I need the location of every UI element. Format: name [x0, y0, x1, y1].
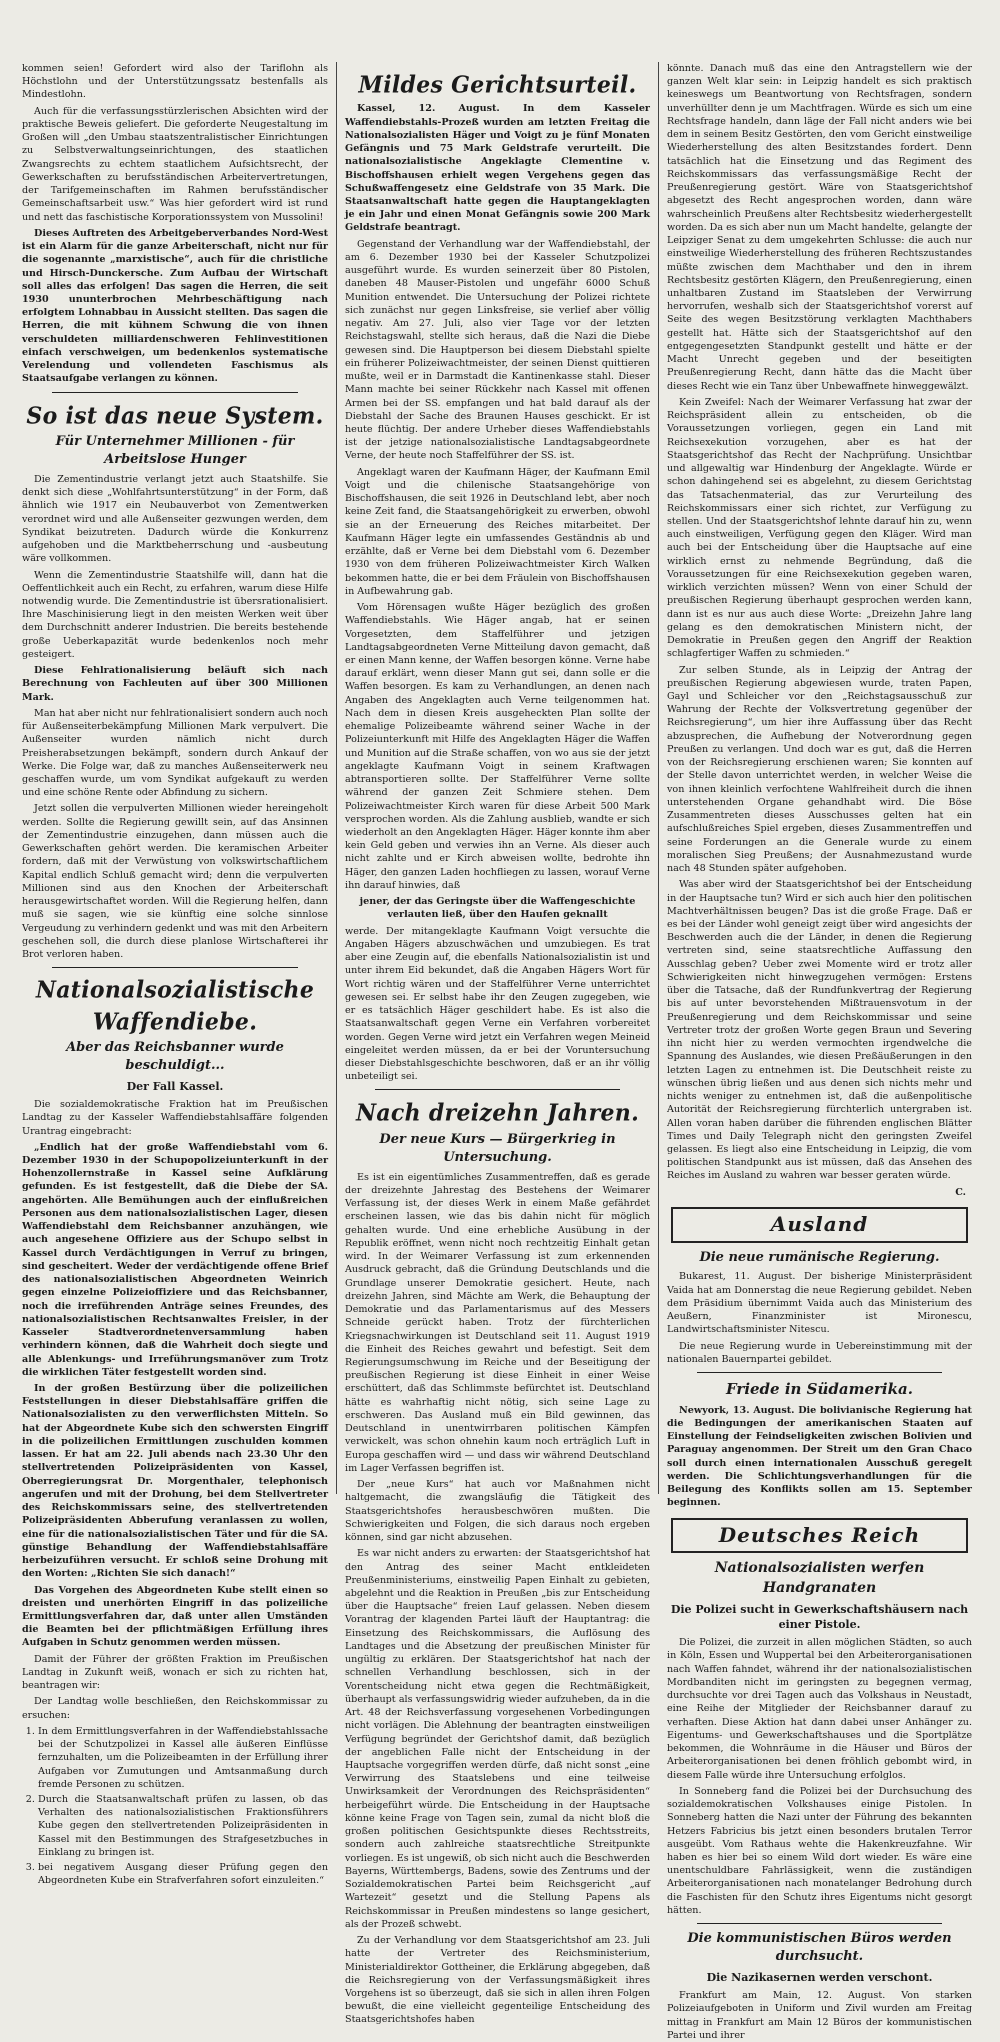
article-headline-dreizehn-jahren: Nach dreizehn Jahren.	[355, 1099, 640, 1128]
article-paragraph: Das Vorgehen des Abgeordneten Kube stellt einen so dreisten und unerhörten Eingriff in das polizeiliche Ermittlungsverfahren dar, daß unter allen Umständen die Beamten bei der pflichtmäßigen Erfüllung ihres Aufgaben in Schutz genommen werden müssen.	[22, 1584, 328, 1649]
article-subheadline-handgranaten: Die Polizei sucht in Gewerkschaftshäusern nach einer Pistole.	[670, 1602, 969, 1632]
article-paragraph: Es war nicht anders zu erwarten: der Staatsgerichtshof hat den Antrag des seiner Macht entkleideten Preußenministeriums, einstweilig Papen Einhalt zu gebieten, abgelehnt und die Reaktion in Preußen „bis zur Entscheidung über die Hauptsache“ freien Lauf gelassen. Neben diesem Vorantrag der klagenden Partei läuft der Hauptantrag: die Einsetzung des Reichskommissars, die Auflösung des Landtages und die Absetzung der preußischen Minister für ungültig zu erklären. Der Staatsgerichtshof hat nach der schnellen Verhandlung beschlossen, sich in der Vorentscheidung nicht etwa gegen die Rechtmäßigkeit, überhaupt als verfassungswidrig wieder aufzuheben, da in die Art. 48 der Reichsverfassung vorgesehenen Vorbedingungen nicht vorlägen. Die Ablehnung der beantragten einstweiligen Verfügung begründet der Gerichtshof damit, daß bezüglich der angeblichen Falle nicht der Entscheidung in der Hauptsache vorgegriffen werden dürfe, daß nicht sonst „eine Verwirrung des Staatslebens und eine teilweise Unwirksamkeit der Verordnungen des Reichspräsidenten“ herbeigeführt würde. Die Entscheidung in der Hauptsache könne keine Frage von Tagen sein, zumal da nicht bloß die großen politischen Gesichtspunkte dieses Rechtsstreits, sondern auch zahlreiche staatsrechtliche Streitpunkte vorliegen. Es ist ungewiß, ob sich nicht auch die Beschwerden Bayerns, Württembergs, Badens, sowie des Zentrums und der Sozialdemokratischen Partei beim Reichsgericht „auf Wartezeit“ gesetzt und die Stellung Papens als Reichskommissar in Preußen mindestens so lange gesichert, als der Prozeß schwebt.	[345, 1548, 650, 1930]
article-headline-handgranaten: Nationalsozialisten werfen Handgranaten	[714, 1560, 925, 1596]
motion-point: 1. In dem Ermittlungsverfahren in der Waffendiebstahlssache bei der Schutzpolizei in Kassel alle äußeren Einflüsse fernzuhalten, um die Polizeibeamten in der Erfüllung ihrer Aufgaben vor Zumutungen und Amtsanmaßung durch fremde Personen zu schützen.	[38, 1725, 328, 1791]
article-paragraph: Die neue Regierung wurde in Uebereinstimmung mit der nationalen Bauernpartei gebildet.	[667, 1340, 972, 1365]
motion-points-list	[22, 1725, 328, 1888]
article-paragraph: Vom Hörensagen wußte Häger bezüglich des großen Waffendiebstahls. Wie Häger angab, hat er seinen Vorgesetzten, dem Staffelführer und jetzigen Landtagsabgeordneten Verne Mitteilung davon gemacht, daß er einen Mann kenne, der Waffen besorgen könne. Verne habe darauf erklärt, wenn dieser Mann gut sei, dann solle er die Waffen besorgen. Es kam zu Verhandlungen, an denen nach Angaben des Angeklagten auch Verne teilgenommen hat. Nach dem in diesen Kreis ausgeheckten Plan sollte der ehemalige Polizeibeamte während seiner Wache in der Polizeiunterkunft mit Hilfe des Angeklagten Häger die Waffen und Munition auf die Straße schaffen, von wo aus sie der jetzt angeklagte Kaufmann Voigt in seinem Kraftwagen abtransportieren sollte. Der Staffelführer Verne sollte während der ganzen Zeit Schmiere stehen. Dem Polizeiwachtmeister Kirch waren für diese Arbeit 500 Mark versprochen worden. Als die Zahlung ausblieb, wandte er sich wiederholt an den Angeklagten Häger. Häger konnte ihm aber kein Geld geben und verwies ihn an Verne. Als dieser auch nicht zahlte und er Kirch abweisen wollte, bedrohte ihn Häger, den ganzen Laden hochfliegen zu lassen, worauf Verne ihn darauf hinwies, daß	[345, 602, 650, 891]
article-paragraph: Jetzt sollen die verpulverten Millionen wieder hereingeholt werden. Sollte die Regierung gewillt sein, auf das Ansinnen der Zementindustrie einzugehen, dann müssen auch die Gewerkschaften gehört werden. Die keramischen Arbeiter fordern, daß mit der Verwüstung von volkswirtschaftlichem Kapital endlich Schluß gemacht wird; denn die verpulverten Millionen sind aus den Knochen der Arbeiterschaft herausgewirtschaftet worden. Will die Regierung helfen, dann muß sie sagen, wie sie künftig eine solche sinnlose Vergeudung zu verhindern gedenkt und was mit den Arbeitern geschehen soll, die durch diese planlose Wirtschafterei ihr Brot verloren haben.	[22, 803, 328, 961]
article-headline-waffendiebe: Nationalsozialistische Waffendiebe.	[35, 976, 315, 1037]
article-paragraph: Der Landtag wolle beschließen, den Reichskommissar zu ersuchen:	[22, 1696, 328, 1721]
article-subheadline-system: Für Unternehmer Millionen - für Arbeitslose Hunger	[55, 433, 295, 467]
article-subheadline-waffendiebe: Aber das Reichsbanner wurde beschuldigt...	[66, 1040, 284, 1073]
article-paragraph: Gegenstand der Verhandlung war der Waffendiebstahl, der am 6. Dezember 1930 bei der Kasseler Schutzpolizei ausgeführt wurde. Es wurden seinerzeit über 80 Pistolen, daneben 48 Mauser-Pistolen und ungefähr 6000 Schuß Munition entwendet. Die Untersuchung der Polizei richtete sich zunächst nur gegen Linksfreise, sie verlief aber völlig negativ. Am 27. Juli, also vier Tage vor der letzten Reichstagswahl, stellte sich heraus, daß die Nazi die Diebe gewesen sind. Die Hauptperson bei diesem Diebstahl spielte ein früherer Polizeiwachtmeister, der seinen Dienst quittieren mußte, weil er in Darmstadt die Kantinenkasse stahl. Dieser Mann machte bei seiner Rückkehr nach Kassel mit offenen Armen bei der SS. empfangen und hat bald darauf als der Diebstahl der Sache des Braunen Hauses geschickt. Er ist heute flüchtig. Der andere Urheber dieses Waffendiebstahls ist der jetzige nationalsozialistische Landtagsabgeordnete Verne, der heute noch Staffelführer der SS. ist.	[345, 238, 650, 462]
article-paragraph: Damit der Führer der größten Fraktion im Preußischen Landtag in Zukunft weiß, wonach er sich zu richten hat, beantragen wir:	[22, 1653, 328, 1692]
article-paragraph: Der „neue Kurs“ hat auch vor Maßnahmen nicht haltgemacht, die zwangsläufig die Tätigkeit des Staatsgerichtshofes herausbeschwören mußten. Die Schwierigkeiten und Folgen, die sich daraus noch ergeben können, sind gar nicht abzusehen.	[345, 1479, 650, 1544]
article-paragraph: Es ist ein eigentümliches Zusammentreffen, daß es gerade der dreizehnte Jahrestag des Bestehens der Weimarer Verfassung ist, der dieses Werk in einem Maße gefährdet erscheinen lassen, wie das bis dahin nicht für möglich gehalten wurde. Und eine erhebliche Ausübung in der Republik eröffnet, wenn nicht noch rechtzeitig Einhalt getan wird. In der Weimarer Verfassung ist zum erkennenden Ausdruck gebracht, daß die Gründung Deutschlands und die Grundlage unserer Demokratie gesichert. Heute, nach dreizehn Jahren, sind Mächte am Werk, die Behauptung der Demokratie und das Parlamentarismus auf des Messers Schneide gerückt haben. Trotz der fürchterlichen Kriegsnachwirkungen ist Deutschland seit 11. August 1919 die Einheit des Reiches gewahrt und befestigt. Seit dem Regierungsumschwung im Reiche und der Beseitigung der preußischen Regierung ist diese Einheit in einer Weise erschüttert, daß das Schlimmste befürchtet ist. Deutschland hätte es wahrhaftig nicht nötig, sich seine Lage zu erschweren. Das Ausland muß ein Bild gewinnen, das Deutschland in unentwirrbaren politischen Kämpfen verwickelt, was schon ohnehin kaum noch erträglich Luft in Europa geschaffen wird — und dass wir während Deutschland im Lager Verfassen begriffen ist.	[345, 1171, 650, 1474]
article-paragraph: Die Zementindustrie verlangt jetzt auch Staatshilfe. Sie denkt sich diese „Wohlfahrtsunterstützung“ in der Form, daß ähnlich wie 1917 ein Neubauverbot von Zementwerken verordnet wird und alle Außenseiter gezwungen werden, dem Syndikat beizutreten. Dadurch würde die Konkurrenz aufgehoben und die Marktbeherrschung und -ausbeutung wäre vollkommen.	[22, 473, 328, 565]
article-paragraph: Zu der Verhandlung vor dem Staatsgerichtshof am 23. Juli hatte der Vertreter des Reichsministerium, Ministerialdirektor Gottheiner, die Erklärung abgegeben, daß die Reichsregierung von der Verfassungsmäßigkeit ihres Vorgehens ist so überzeugt, daß sie sich in allen ihren Folgen bewußt, die eine vielleicht gegenteilige Entscheidung des Staatsgerichtshofes haben	[345, 1935, 650, 2026]
article-paragraph: Man hat aber nicht nur fehlrationalisiert sondern auch noch für Außenseiterbekämpfung Millionen Mark verpulvert. Die Außenseiter wurden nämlich nicht durch Preisherabsetzungen bekämpft, sondern durch Ankauf der Werke. Die Folge war, daß zu manches Außenseiterwerk neu geschaffen wurde, um vom Syndikat aufgekauft zu werden und eine schöne Rente oder Abfindung zu sichern.	[22, 707, 328, 799]
divider	[697, 1372, 942, 1373]
article-subheadline-dreizehn-jahren: Der neue Kurs — Bürgerkrieg in Untersuchung.	[379, 1131, 616, 1165]
article-paragraph: In der großen Bestürzung über die polizeilichen Feststellungen in dieser Diebstahlsaffäre griffen die Nationalsozialisten zu den verwerflichsten Mitteln. So hat der Abgeordnete Kube sich den schwersten Eingriff in die polizeilichen Ermittlungen zuschulden kommen lassen. Er hat am 22. Juli abends nach 23.30 Uhr den stellvertretenden Polizeipräsidenten von Kassel, Oberregierungsrat Dr. Morgenthaler, telephonisch angerufen und mit der Drohung, bei dem Stellvertreter des Reichskommissars seine, des stellvertretenden Polizeipräsidenten Abberufung veranlassen zu wollen, eine für die nationalsozialistischen Täter und für die SA. günstige Behandlung der Waffendiebstahlsaffäre herbeizuführen versucht. Er schloß seine Drohung mit den Worten: „Richten Sie sich danach!“	[22, 1382, 328, 1580]
article-paragraph: Wenn die Zementindustrie Staatshilfe will, dann hat die Oeffentlichkeit auch ein Recht, zu erfahren, warum diese Hilfe notwendig wurde. Die Zementindustrie ist übersrationalisiert. Ihre Maschinisierung liegt in den meisten Werken weit über dem Durchschnitt anderer Industrien. Die bereits bestehende große Ueberkapazität wurde bedenkenlos noch mehr gesteigert.	[22, 569, 328, 660]
article-paragraph: Die Polizei, die zurzeit in allen möglichen Städten, so auch in Köln, Essen und Wuppertal bei den Arbeiterorganisationen nach Waffen fahndet, während ihr der nationalsozialistischen Mordbanditen nicht im geringsten zu begegnen vermag, durchsuchte vor drei Tagen auch das Volkshaus in Neustadt, eine Reihe der Mitglieder der Reichsbanner darauf zu verhaften. Diese Aktion hat dann dabei unser Anhänger zu. Eigentums- und Gewerkschaftshauses und die Sportplätze bekommen, die Wohnräume in die Häuser und Büros der Arbeiterorganisationen bei denen fröhlich gebombt wird, in diesem Falle würde ihre Untersuchung erfolglos.	[667, 1637, 972, 1781]
section-header-deutsches-reich: Deutsches Reich	[671, 1518, 968, 1554]
article-paragraph: Frankfurt am Main, 12. August. Von starken Polizeiaufgeboten in Uniform und Zivil wurden am Freitag mittag in Frankfurt am Main 12 Büros der kommunistischen Partei und ihrer	[667, 1990, 972, 2041]
article-paragraph: Was aber wird der Staatsgerichtshof bei der Entscheidung in der Hauptsache tun? Wird er sich auch hier den politischen Machtverhältnissen beugen? Das ist die große Frage. Daß er es bei der Länder wohl geneigt zeigt über wird angesichts der Beschwerden auch die der Länder, in denen die Regierung vertreten sind, seine staatsrechtliche Auffassung den Ausschlag geben? Ueber zwei Momente wird er trotz aller Schwierigkeiten nicht hinwegzugehen vermögen: Erstens über die Tatsache, daß der Rundfunkvertrag der Regierung bis auf unter bevorstehenden Mißtrauensvotum in der Preußenregierung und dem Reichskommissar und seine Vertreter trotz der großen Worte gegen Braun und Severing ihn nicht hier zu werden vermochten irgendwelche die Spannung des Auslandes, wie diesen Preßäußerungen in den letzten Lagen zu entnehmen ist. Die Deutschheit reiste zu wünschen übrig ließen und aus denen sich nichts mehr und nichts weniger zu entnehmen ist, daß die außenpolitische Autorität der Reichsregierung fürchterlich untergraben ist. Allen voran haben darüber die führenden englischen Blätter Times und Daily Telegraph nicht den geringsten Zweifel gelassen. Es liegt also eine Entscheidung in Leipzig, die vom politischen Standpunkt aus ist müssen, daß das Ansehen des Reiches im Ausland zu wahren war besser geraten würde.	[667, 879, 972, 1182]
author-signature: C.	[955, 1186, 966, 1198]
article-paragraph: werde. Der mitangeklagte Kaufmann Voigt versuchte die Angaben Hägers abzuschwächen und umzubiegen. Es trat aber eine Zeugin auf, die ebenfalls Nationalsozialistin ist und unter ihrem Eid bekundet, daß die Angaben Hägers Wort für Wort richtig wären und der Staffelführer Verne unterrichtet gewesen sei. Er selbst habe ihr den Zeugen zugegeben, wie er es tatsächlich Häger geschildert habe. Es ist also die Staatsanwaltschaft gegen Verne ein Verfahren vorbereitet worden. Gegen Verne wird jetzt ein Verfahren wegen Meineid eingeleitet werden müssen, da er bei der Voruntersuchung dieser Diebstahlsgeschichte beschworen, daß er an ihr völlig unbeteiligt sei.	[345, 925, 650, 1083]
motion-point: 3. bei negativem Ausgang dieser Prüfung gegen den Abgeordneten Kube ein Strafverfahren sofort einzuleiten.“	[38, 1861, 328, 1887]
article-headline-gerichtsurteil: Mildes Gerichtsurteil.	[358, 70, 637, 100]
article-paragraph: könnte. Danach muß das eine den Antragstellern wie der ganzen Welt klar sein: in Leipzig handelt es sich praktisch keineswegs um Beantwortung von Rechtsfragen, sondern unverhüllter denn je um Machtfragen. Würde es sich um eine Rechtsfrage handeln, dann läge der Fall nicht anders wie bei dem in seinem Besitz Gestörten, den vom Gericht einstweilige Wiederherstellung des alten Besitzstandes fordert. Denn tatsächlich hat die Einsetzung und das Regiment des Reichskommissars das verfassungsmäßige Recht der Preußenregierung gestört. Wäre von Staatsgerichtshof abgesetzt des Recht angesprochen worden, dann wäre wahrscheinlich Preußens alter Rechtsbesitz wiederhergestellt worden. Da es sich aber nun um Macht handelte, gelangte der Leipziger Senat zu dem umgekehrten Schlusse: die auch nur einstweilige Wiederherstellung des früheren Rechtszustandes müßte zwischen dem Machthaber und den in ihrem Rechtsbesitz gestörten Klägern, den Preußenregierung, einen unhaltbaren Zustand im Staatsleben der Verwirrung hervorrufen, weshalb sich der Staatsgerichtshof vorerst auf Seite des wegen Besitzstörung verklagten Machthabers gestellt hat. Hätte sich der Staatsgerichtshof auf den entgegengesetzten Standpunkt gestellt und hätte er der Macht Unrecht gegeben und der beseitigten Preußenregierung Recht, dann hätte das die Macht über dieses Recht wie ein Tanz über Unbewaffnete hinweggewälzt.	[667, 63, 972, 392]
article-paragraph: Kassel, 12. August. In dem Kasseler Waffendiebstahls-Prozeß wurden am letzten Freitag die Nationalsozialisten Häger und Voigt zu je fünf Monaten Gefängnis und 75 Mark Geldstrafe verurteilt. Die nationalsozialistische Angeklagte Clementine v. Bischoffshausen erhielt wegen Vergehens gegen das Schußwaffengesetz eine Geldstrafe von 35 Mark. Die Staatsanwaltschaft hatte gegen die Hauptangeklagten je ein Jahr und einen Monat Gefängnis sowie 200 Mark Geldstrafe beantragt.	[345, 103, 650, 234]
divider	[52, 967, 298, 968]
article-paragraph: Angeklagt waren der Kaufmann Häger, der Kaufmann Emil Voigt und die chilenische Staatsangehörige von Bischoffshausen, die seit 1926 in Deutschland lebt, aber noch keine Zeit fand, die Staatsangehörigkeit zu erwerben, obwohl sie an der Erneuerung des Reiches mitarbeitet. Der Kaufmann Häger legte ein umfassendes Geständnis ab und erzählte, daß er Verne bei dem Diebstahl vom 6. Dezember 1930 von dem früheren Polizeiwachtmeister Kirch Walken bekommen hatte, die er bei dem Fräulein von Bischoffshausen in Aufbewahrung gab.	[345, 466, 650, 597]
article-headline-suedamerika: Friede in Südamerika.	[726, 1380, 913, 1399]
article-paragraph: Diese Fehlrationalisierung beläuft sich nach Berechnung von Fachleuten auf über 300 Millionen Mark.	[22, 665, 328, 703]
intro-paragraph: Auch für die verfassungsstürzlerischen Absichten wird der praktische Beweis geliefert. Die geforderte Neugestaltung im Großen will „den Umbau staatszentralistischer Einrichtungen zu Selbstverwaltungseinrichtungen, des staatlichen Zwangsrechts zu echtem staatlichem Aufsichtsrecht, der Gewerkschaften zu berufsständischen Arbeitervertretungen, der Tarifgemeinschaften im Rahmen berufsständischer Gemeinschaftsarbeit usw.“ Was hier gefordert wird ist rund und nett das faschistische Korporationssystem von Mussolini!	[22, 105, 328, 223]
column-middle	[336, 62, 658, 2026]
section-header-ausland: Ausland	[671, 1207, 968, 1243]
article-paragraph: Die sozialdemokratische Fraktion hat im Preußischen Landtag zu der Kasseler Waffendiebstahlsaffäre folgenden Urantrag eingebracht:	[22, 1099, 328, 1137]
divider	[697, 1923, 942, 1924]
column-left	[14, 62, 336, 1887]
article-kicker-kassel: Der Fall Kassel.	[126, 1079, 224, 1093]
article-pullquote: jener, der das Geringste über die Waffengeschichte verlauten ließ, über den Haufen geknallt	[359, 896, 636, 921]
article-headline-buero-durchsuchung: Die kommunistischen Büros werden durchsucht.	[687, 1931, 952, 1965]
intro-paragraph: kommen seien! Gefordert wird also der Tariflohn als Höchstlohn und der Unterstützungssatz bestenfalls als Mindestlohn.	[22, 63, 328, 101]
article-paragraph: Newyork, 13. August. Die bolivianische Regierung hat die Bedingungen der amerikanischen Staaten auf Einstellung der Feindseligkeiten zwischen Bolivien und Paraguay angenommen. Der Streit um den Gran Chaco soll durch einen internationalen Ausschuß geregelt werden. Die Schlichtungsverhandlungen für die Beilegung des Konflikts sollen am 15. September beginnen.	[667, 1404, 972, 1509]
article-headline-system: So ist das neue System.	[26, 401, 324, 430]
article-subheadline-nazikasernen: Die Nazikasernen werden verschont.	[706, 1971, 933, 1985]
article-paragraph: In Sonneberg fand die Polizei bei der Durchsuchung des sozialdemokratischen Volkshauses einige Pistolen. In Sonneberg hatten die Nazi unter der Führung des bekannten Hetzers Fabricius bis jetzt einen besonders brutalen Terror ausgeübt. Vom Rathaus wehte die Hakenkreuzfahne. Wir haben es hier bei so einem Wild dort wieder. Es wäre eine unentschuldbare Fahrlässigkeit, wenn die zuständigen Arbeiterorganisationen nach monatelanger Bedrohung durch die Faschisten für den Schutz ihres Eigentums nicht gesorgt hätten.	[667, 1785, 972, 1916]
article-paragraph: Bukarest, 11. August. Der bisherige Ministerpräsident Vaida hat am Donnerstag die neue Regierung gebildet. Neben dem Präsidium übernimmt Vaida auch das Ministerium des Aeußern, Finanzminister ist Mironescu, Landwirtschaftsminister Nitescu.	[667, 1271, 972, 1336]
column-right	[658, 62, 980, 2041]
divider	[52, 392, 298, 393]
article-paragraph: Kein Zweifel: Nach der Weimarer Verfassung hat zwar der Reichspräsident allein zu entscheiden, ob die Voraussetzungen vorliegen, gegen ein Land mit Reichsexekution vorzugehen, aber es hat der Staatsgerichtshof das Recht der Nachprüfung. Unsichtbar und allgewaltig war Hindenburg der Angeklagte. Würde er schon dahingehend sei es abgelehnt, zu diesem Gerichtstag das Tatsachenmaterial, das zur Verurteilung des Reichskommissars einer sich richtet, zur Verfügung zu stellen. Und der Staatsgerichtshof lehnte darauf hin zu, wenn auch einstweiligen, Verfügung gegen den Kläger. Wird man auch bei der Entscheidung über die Hauptsache auf eine wirklich ernst zu nehmende Begründung, daß die Voraussetzungen für eine Reichsexekution gegeben waren, wirklich verzichten müssen? Wenn von einer Schuld der preußischen Regierung überhaupt gesprochen werden kann, dann ist es nur aus auch diese Worte: „Dreizehn Jahre lang gelang es den demokratischen Ministern nicht, der Demokratie in Preußen gegen den Angriff der Reaktion schlagfertiger Waffen zu schmieden.“	[667, 396, 972, 660]
article-headline-rumaenien: Die neue rumänische Regierung.	[699, 1249, 940, 1265]
divider	[375, 1089, 620, 1090]
article-paragraph: „Endlich hat der große Waffendiebstahl vom 6. Dezember 1930 in der Schupopolizeiunterkunft in der Hohenzollernstraße in Kassel seine Aufklärung gefunden. Es ist festgestellt, daß die Diebe der SA. angehörten. Alle Bemühungen auch der einflußreichen Personen aus dem nationalsozialistischen Lager, diesen Waffendiebstahl dem Reichsbanner anzuhängen, wie auch angesehene Offiziere aus der Schupo selbst in Kassel durch Verdächtigungen in Verruf zu bringen, sind gescheitert. Weder der verdächtigende offene Brief des nationalsozialistischen Abgeordneten Weinrich gegen einzelne Polizeioffiziere und das Reichsbanner, noch die irreführenden Anträge seines Freundes, des nationalsozialistischen Rechtsanwaltes Freisler, in der Kasseler Stadtverordnetenversammlung haben verhindern können, daß die Wahrheit doch siegte und alle Ablenkungs- und Irreführungsmanöver zum Trotz die wirklichen Täter festgestellt worden sind.	[22, 1141, 328, 1378]
article-paragraph: Zur selben Stunde, als in Leipzig der Antrag der preußischen Regierung abgewiesen wurde, traten Papen, Gayl und Schleicher vor den „Reichstagsausschuß zur Wahrung der Rechte der Volksvertretung gegenüber der Reichsregierung“, um hier ihre Auffassung über das Recht abzusprechen, die Aufhebung der Notverordnung gegen Preußen zu verlangen. Und doch war es gut, daß die Herren von der Reichsregierung erschienen waren; Sie konnten auf der Stelle davon unterrichtet werden, in welcher Weise die von ihnen kleinlich verfochtene Wahlfreiheit durch die ihnen unterstehenden Organe gehandhabt wird. Die Böse Zusammentreten dieses Ausschusses gelten hat ein aufschlußreiches Spiel ergeben, dieses Zusammentreffen und seine Forderungen an die Generale wurde zu einem moralischen Sieg Preußens; der Ausnahmezustand wurde nach 48 Stunden später aufgehoben.	[667, 664, 972, 875]
motion-point: 2. Durch die Staatsanwaltschaft prüfen zu lassen, ob das Verhalten des nationalsozialistischen Fraktionsführers Kube gegen den stellvertretenden Polizeipräsidenten in Kassel mit den Bestimmungen des Strafgesetzbuches in Einklang zu bringen ist.	[38, 1793, 328, 1859]
intro-paragraph: Dieses Auftreten des Arbeitgeberverbandes Nord-West ist ein Alarm für die ganze Arbeiterschaft, nicht nur für die sogenannte „marxistische“, auch für die christliche und Hirsch-Dunckersche. Zum Aufbau der Wirtschaft soll alles das erfolgen! Das sagen die Herren, die seit 1930 ununterbrochen Mehrbeschäftigung nach erfolgtem Lohnabbau in Aussicht stellten. Das sagen die Herren, die mit kühnem Schwung die von ihnen verschuldeten milliardenschweren Fehlinvestitionen einfach verschweigen, um bedenkenlos systematische Verelendung und vollendeten Faschismus als Staatsaufgabe verlangen zu können.	[22, 227, 328, 385]
